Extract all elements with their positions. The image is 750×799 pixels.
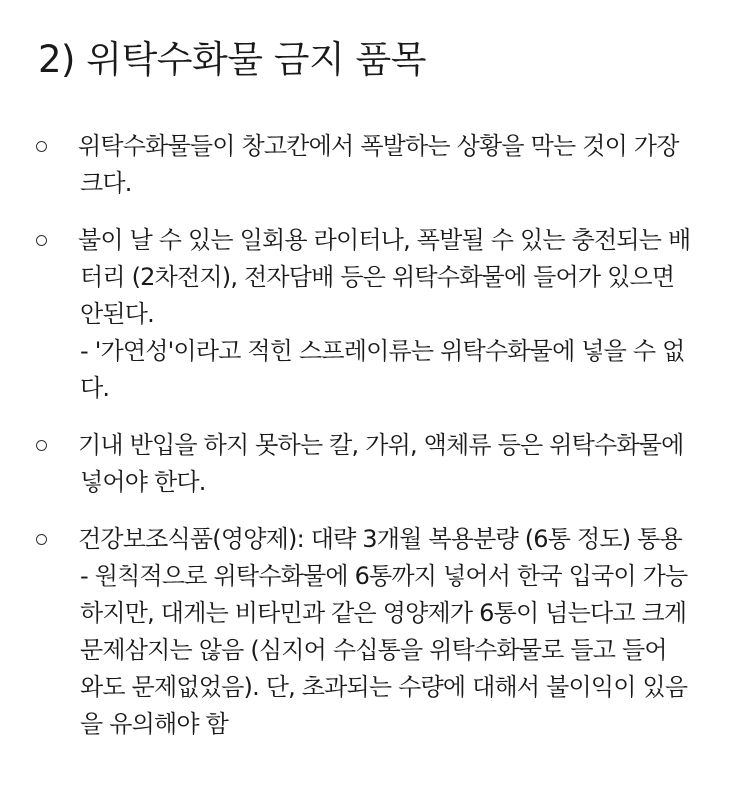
list-item-text-line: 불이 날 수 있는 일회용 라이터나, 폭발될 수 있는 충전되는 배: [78, 226, 691, 254]
list-item: [0, 128, 750, 202]
list-item-text-line: 건강보조식품(영양제): 대략 3개월 복용분량 (6통 정도) 통용: [78, 525, 682, 553]
list-item-text-line: 다.: [80, 374, 110, 402]
hollow-circle-bullet-icon: [36, 141, 47, 152]
list-item-text-line: 와도 문제없었음). 단, 초과되는 수량에 대해서 불이익이 있음: [80, 673, 688, 701]
list-item-text-line: 넣어야 한다.: [80, 468, 206, 496]
list-item-text-line: 터리 (2차전지), 전자담배 등은 위탁수화물에 들어가 있으면: [80, 263, 675, 291]
list-item-text-line: 크다.: [80, 169, 132, 197]
list-item: [0, 427, 750, 501]
list-item-text-line: 문제삼지는 않음 (심지어 수십통을 위탁수화물로 들고 들어: [80, 636, 667, 664]
list-item-text-line: 위탁수화물들이 창고칸에서 폭발하는 상황을 막는 것이 가장: [78, 132, 679, 160]
list-item-text-line: 기내 반입을 하지 못하는 칼, 가위, 액체류 등은 위탁수화물에: [78, 431, 684, 459]
list-item-text-line: - '가연성'이라고 적힌 스프레이류는 위탁수화물에 넣을 수 없: [80, 337, 685, 365]
list-item-text-line: 안된다.: [80, 300, 154, 328]
list-item-text-line: 을 유의해야 함: [80, 710, 228, 738]
prohibited-items-list: [0, 128, 750, 763]
section-heading: 2) 위탁수화물 금지 품목: [38, 38, 426, 81]
list-item: [0, 222, 750, 407]
hollow-circle-bullet-icon: [36, 235, 47, 246]
hollow-circle-bullet-icon: [36, 534, 47, 545]
hollow-circle-bullet-icon: [36, 440, 47, 451]
list-item-text-line: 하지만, 대게는 비타민과 같은 영양제가 6통이 넘는다고 크게: [80, 599, 687, 627]
list-item-text-line: - 원칙적으로 위탁수화물에 6통까지 넣어서 한국 입국이 가능: [80, 562, 688, 590]
list-item: [0, 521, 750, 743]
